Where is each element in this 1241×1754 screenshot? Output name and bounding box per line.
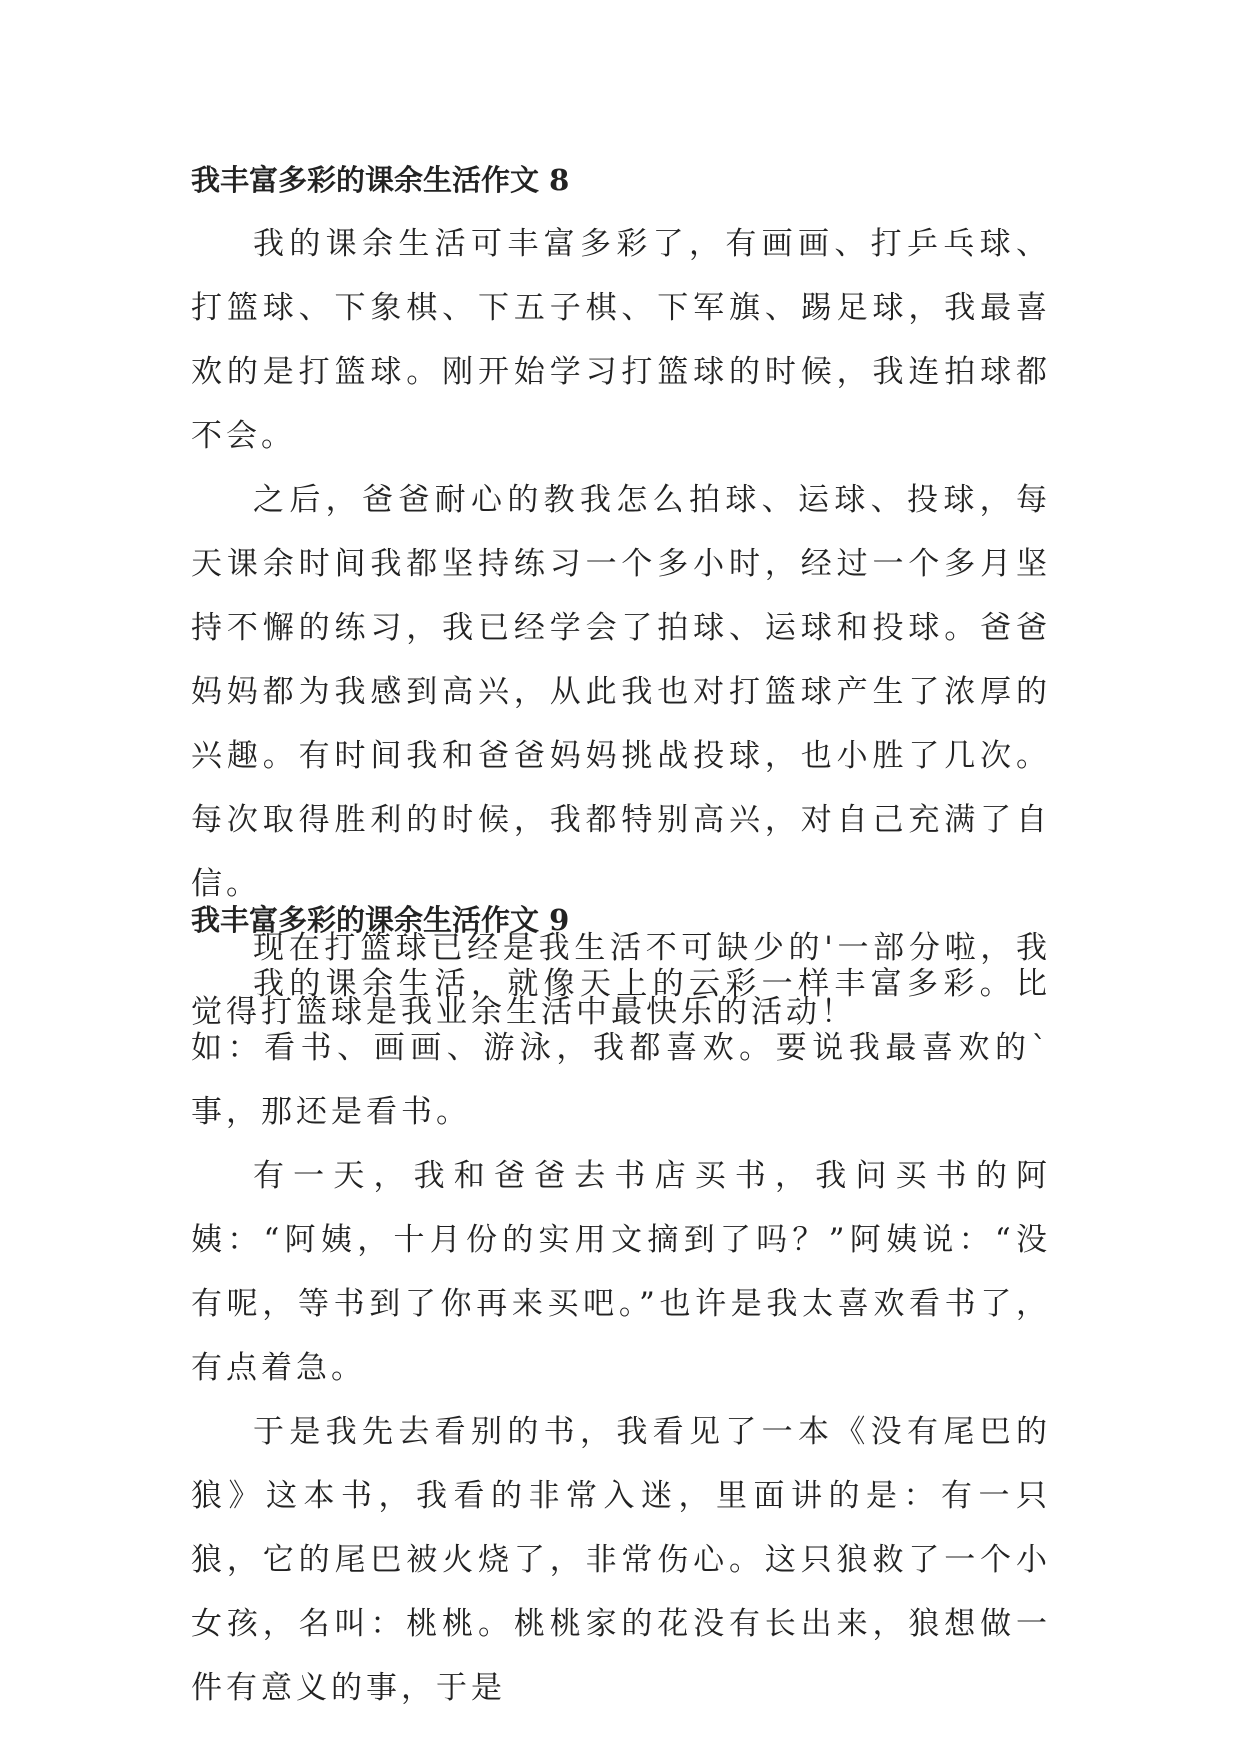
- essay-8-paragraph-1: 我的课余生活可丰富多彩了，有画画、打乒乓球、打篮球、下象棋、下五子棋、下军旗、踢足球，我最喜欢的是打篮球。刚开始学习打篮球的时候，我连拍球都不会。: [191, 226, 1051, 454]
- essay-8-title: 我丰富多彩的课余生活作文 8: [191, 163, 570, 197]
- essay-8-paragraph-3: 现在打篮球已经是我生活不可缺少的'一部分啦，我觉得打篮球是我业余生活中最快乐的活动！: [191, 930, 1051, 1030]
- essay-8-paragraph-2: 之后，爸爸耐心的教我怎么拍球、运球、投球，每天课余时间我都坚持练习一个多小时，经过一个多月坚持不懈的练习，我已经学会了拍球、运球和投球。爸爸妈妈都为我感到高兴，从此我也对打篮球产生了浓厚的兴趣。有时间我和爸爸妈妈挑战投球，也小胜了几次。每次取得胜利的时候，我都特别高兴，对自己充满了自信。: [191, 482, 1051, 902]
- title-spacer: [191, 200, 1051, 212]
- essay-9-title: 我丰富多彩的课余生活作文 9: [191, 903, 570, 937]
- essay-9: [191, 900, 1051, 1720]
- essay-9-paragraph-2: 有一天，我和爸爸去书店买书，我问买书的阿姨：“阿姨，十月份的实用文摘到了吗？”阿姨说：“没有呢，等书到了你再来买吧。”也许是我太喜欢看书了，有点着急。: [191, 1158, 1051, 1386]
- title-spacer: [191, 940, 1051, 952]
- essay-9-paragraph-1: 我的课余生活，就像天上的云彩一样丰富多彩。比如：看书、画画、游泳，我都喜欢。要说我最喜欢的`事，那还是看书。: [191, 966, 1051, 1130]
- essay-9-paragraph-3: 于是我先去看别的书，我看见了一本《没有尾巴的狼》这本书，我看的非常入迷，里面讲的是：有一只狼，它的尾巴被火烧了，非常伤心。这只狼救了一个小女孩，名叫：桃桃。桃桃家的花没有长出来，狼想做一件有意义的事，于是: [191, 1414, 1051, 1706]
